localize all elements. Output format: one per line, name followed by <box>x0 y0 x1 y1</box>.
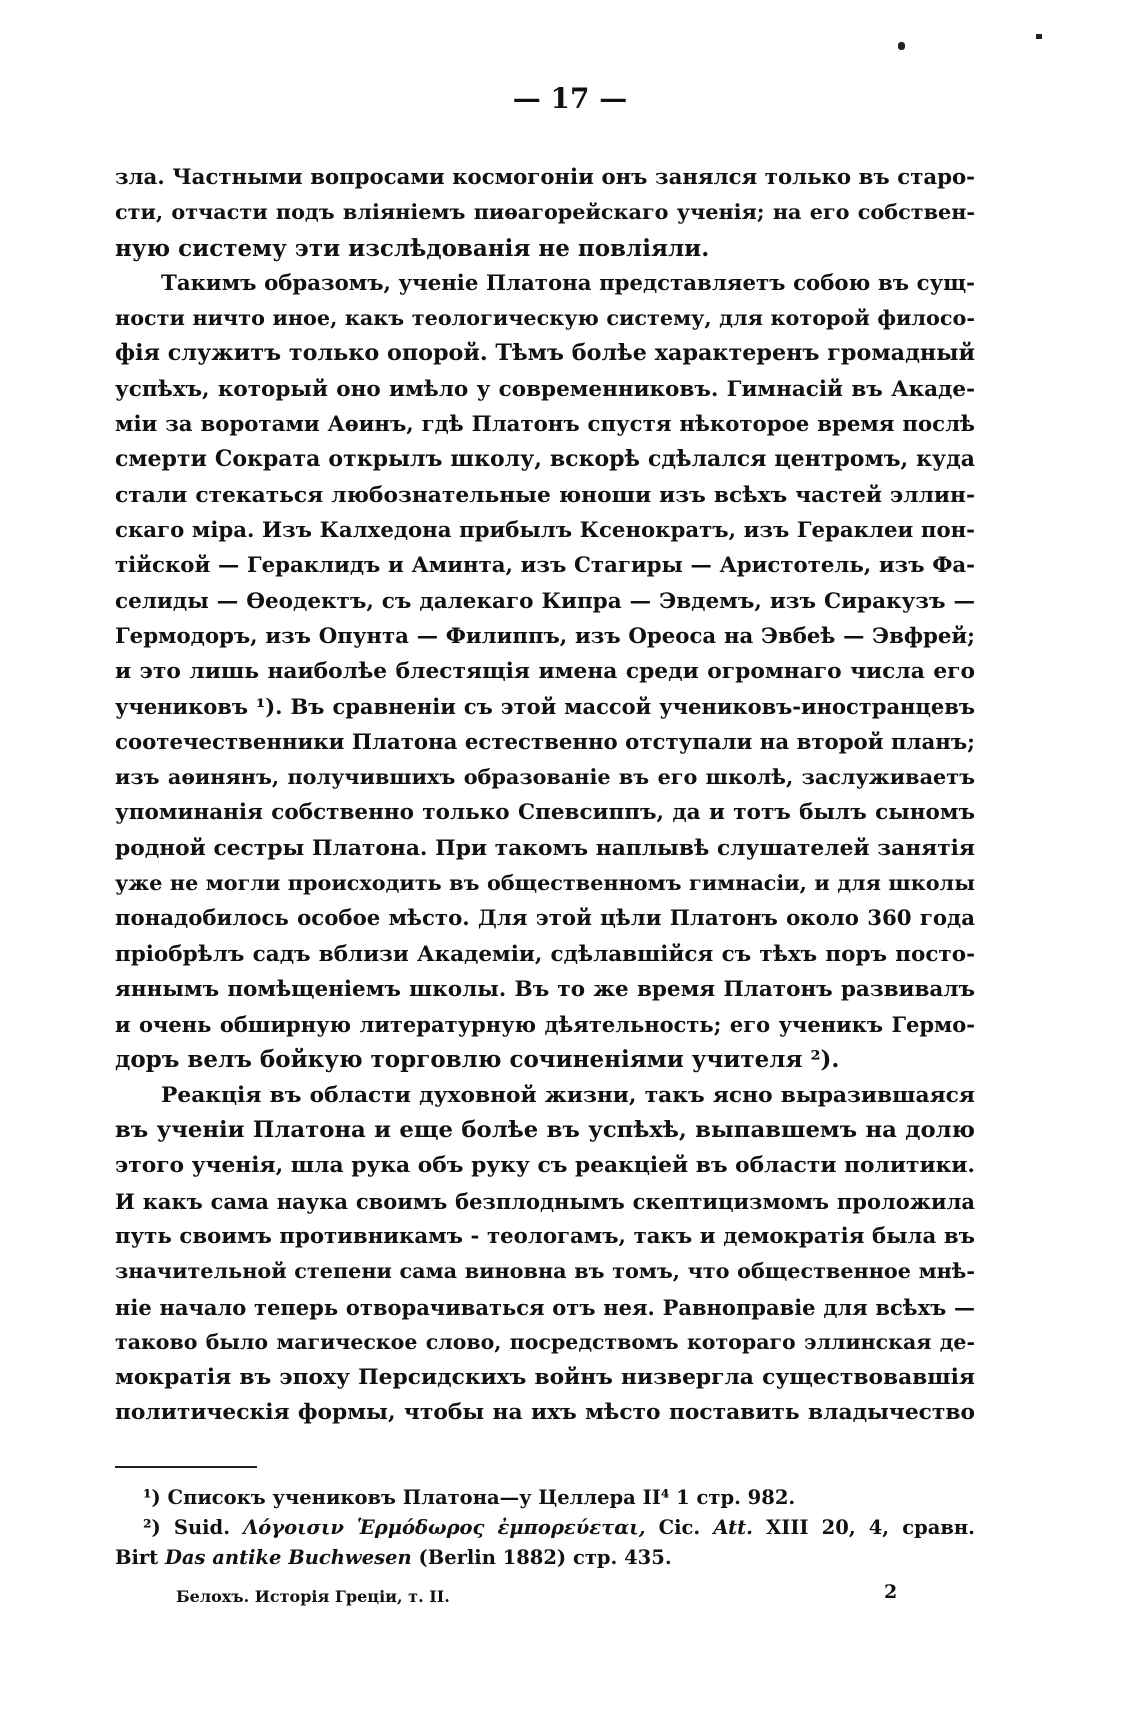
running-title: Белохъ. Исторія Греціи, т. II. <box>176 1587 450 1606</box>
signature-mark: 2 <box>884 1581 898 1603</box>
text-line: фія служитъ только опорой. Тѣмъ болѣе характеренъ громадный <box>115 340 975 367</box>
footnote-2 <box>115 1513 975 1543</box>
footnote-2-cic: Cic. <box>658 1516 701 1539</box>
text-line: ную систему эти изслѣдованія не повліяли. <box>115 234 710 262</box>
text-line: изъ аѳинянъ, получившихъ образованіе въ его школѣ, заслуживаетъ <box>115 765 975 790</box>
footnote-2-ref: XIII 20, 4, сравн. <box>766 1516 975 1539</box>
footnote-2-greek: Λόγοισιν Ἑρμόδωρος ἐμπορεύεται, <box>243 1516 646 1539</box>
text-line: въ ученіи Платона и еще болѣе въ успѣхѣ, выпавшемъ на долю <box>115 1117 975 1144</box>
text-line: упоминанія собственно только Спевсиппъ, да и тотъ былъ сыномъ <box>115 800 975 826</box>
text-line: политическія формы, чтобы на ихъ мѣсто поставить владычество <box>115 1400 975 1426</box>
footnote-2-book-title: Das antike Buchwesen <box>164 1546 412 1569</box>
footnotes <box>115 1483 975 1573</box>
text-line: смерти Сократа открылъ школу, вскорѣ сдѣлался центромъ, куда <box>115 446 975 473</box>
footnote-2-author: Birt <box>115 1546 159 1569</box>
text-line: родной сестры Платона. При такомъ наплывѣ слушателей занятія <box>115 835 975 861</box>
text-line: успѣхъ, который оно имѣло у современниковъ. Гимнасій въ Акаде- <box>115 376 975 402</box>
text-line: сти, отчасти подъ вліяніемъ пиѳагорейскаго ученія; на его собствен- <box>115 200 975 225</box>
text-line: этого ученія, шла рука объ руку съ реакціей въ области политики. <box>115 1153 975 1179</box>
text-line: міи за воротами Аѳинъ, гдѣ Платонъ спустя нѣкоторое время послѣ <box>115 412 975 438</box>
text-line: тійской — Гераклидъ и Аминта, изъ Стагиры — Аристотель, изъ Фа- <box>115 553 975 579</box>
text-line: учениковъ ¹). Въ сравненіи съ этой массой учениковъ-иностранцевъ <box>115 694 975 720</box>
text-line: яннымъ помѣщеніемъ школы. Въ то же время Платонъ развивалъ <box>115 976 975 1002</box>
print-speck <box>898 42 905 50</box>
text-line: доръ велъ бойкую торговлю сочиненіями учителя ²). <box>115 1046 840 1074</box>
footnote-2-att: Att. <box>713 1516 753 1539</box>
text-line: Гермодоръ, изъ Опунта — Филиппъ, изъ Ореоса на Эвбеѣ — Эвфрей; <box>115 623 975 649</box>
text-line: значительной степени сама виновна въ томъ, что общественное мнѣ- <box>115 1259 975 1284</box>
page-number: — 17 — <box>512 82 628 115</box>
footnote-1: ¹) Списокъ учениковъ Платона—у Целлера II⁴ 1 стр. 982. <box>143 1486 796 1509</box>
footnote-2-source: ²) Suid. <box>143 1516 230 1539</box>
text-line: таково было магическое слово, посредствомъ котораго эллинская де- <box>115 1329 975 1354</box>
print-speck <box>1036 34 1042 39</box>
main-text <box>115 160 975 1431</box>
text-line: Реакція въ области духовной жизни, такъ ясно выразившаяся <box>161 1082 975 1108</box>
text-line: пріобрѣлъ садъ вблизи Академіи, сдѣлавшійся съ тѣхъ поръ посто- <box>115 941 975 967</box>
text-line: селиды — Ѳеодектъ, съ далекаго Кипра — Эвдемъ, изъ Сиракузъ — <box>115 588 975 614</box>
footnote-2-publication: (Berlin 1882) стр. 435. <box>418 1546 672 1569</box>
text-line: ности ничто иное, какъ теологическую систему, для которой филосо- <box>115 306 975 331</box>
text-line: и очень обширную литературную дѣятельность; его ученикъ Гермо- <box>115 1012 975 1038</box>
text-line: уже не могли происходить въ общественномъ гимнасіи, и для школы <box>115 870 975 895</box>
text-line: и это лишь наиболѣе блестящія имена среди огромнаго числа его <box>115 659 975 685</box>
text-line: понадобилось особое мѣсто. Для этой цѣли Платонъ около 360 года <box>115 906 975 932</box>
text-line: стали стекаться любознательные юноши изъ всѣхъ частей эллин- <box>115 482 975 508</box>
footnote-2-continued <box>115 1543 975 1573</box>
text-line: мократія въ эпоху Персидскихъ войнъ низвергла существовавшія <box>115 1365 975 1391</box>
footnote-divider <box>115 1466 257 1468</box>
text-line: скаго міра. Изъ Калхедона прибылъ Ксенократъ, изъ Гераклеи пон- <box>115 517 975 543</box>
text-line: Такимъ образомъ, ученіе Платона представляетъ собою въ сущ- <box>161 270 975 296</box>
text-line: путь своимъ противникамъ - теологамъ, такъ и демократія была въ <box>115 1223 975 1249</box>
text-line: ніе начало теперь отворачиваться отъ нея. Равноправіе для всѣхъ — <box>115 1294 975 1320</box>
text-line: зла. Частными вопросами космогоніи онъ занялся только въ старо- <box>115 165 975 190</box>
text-line: соотечественники Платона естественно отступали на второй планъ; <box>115 729 975 755</box>
text-line: И какъ сама наука своимъ безплоднымъ скептицизмомъ проложила <box>115 1188 975 1214</box>
